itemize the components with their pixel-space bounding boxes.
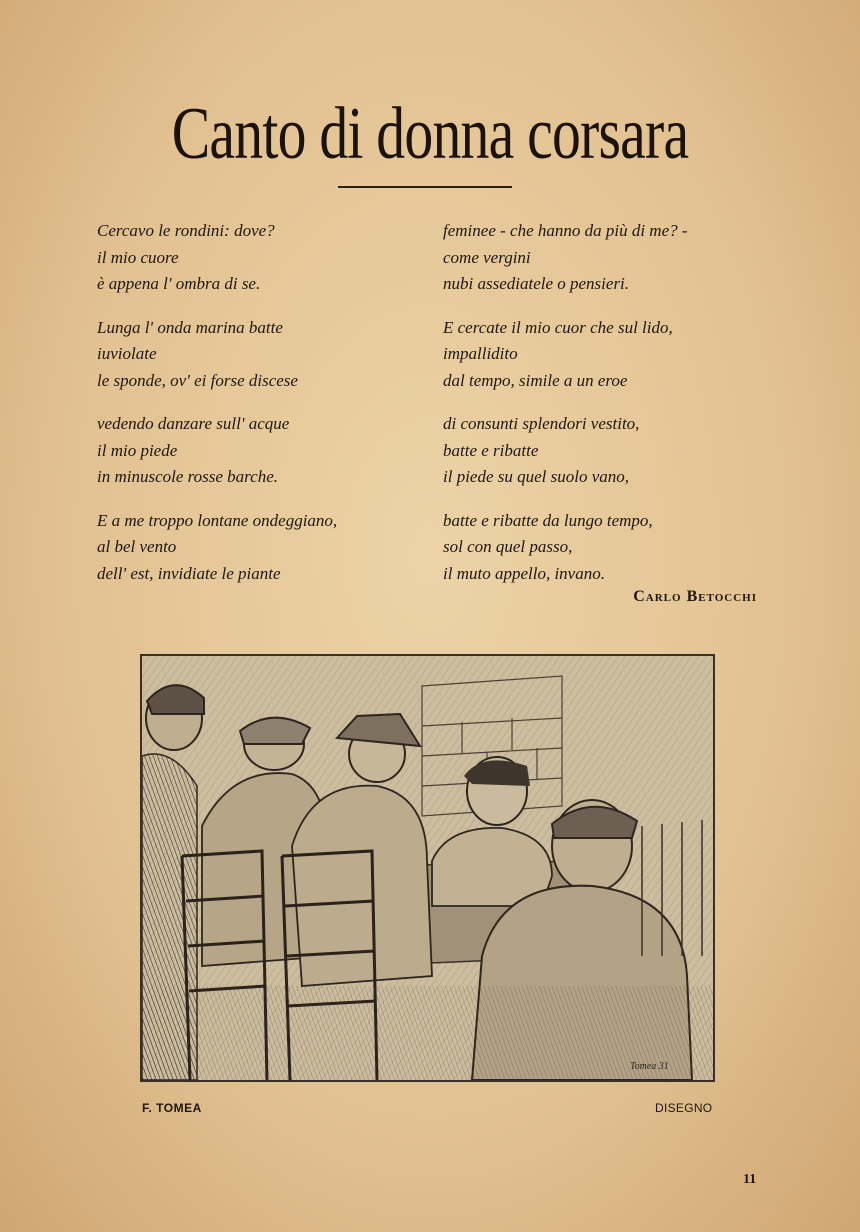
verse-line: batte e ribatte da lungo tempo, — [443, 510, 653, 530]
verse-line: in minuscole rosse barche. — [97, 467, 278, 486]
title-divider — [338, 186, 512, 188]
verse-line: al bel vento — [97, 537, 177, 556]
poem-right-column — [443, 218, 773, 604]
artist-caption: F. TOMEA — [142, 1101, 202, 1115]
illustration-drawing — [140, 654, 715, 1082]
verse-line: è appena l' ombra di se. — [97, 274, 261, 293]
verse-line: E cercate il mio cuor che sul lido, — [443, 317, 673, 337]
verse-line: come vergini — [443, 247, 531, 267]
verse-line: dell' est, invidiate le piante — [97, 563, 281, 583]
verse-line: nubi assediatele o pensieri. — [443, 274, 630, 293]
stanza — [97, 218, 437, 298]
medium-caption: DISEGNO — [655, 1101, 713, 1115]
author-name: Carlo Betocchi — [633, 588, 757, 605]
stanza — [443, 218, 773, 298]
verse-line: il mio piede — [97, 440, 178, 460]
verse-line: Lunga l' onda marina batte — [97, 317, 283, 337]
verse-line: batte e ribatte — [443, 440, 539, 460]
poem-left-column — [97, 218, 437, 604]
verse-line: il muto appello, invano. — [443, 563, 605, 583]
verse-line: il piede su quel suolo vano, — [443, 467, 630, 486]
verse-line: vedendo danzare sull' acque — [97, 414, 290, 433]
stanza — [97, 508, 437, 588]
verse-line: Cercavo le rondini: dove? — [97, 221, 275, 240]
verse-line: E a me troppo lontane ondeggiano, — [97, 510, 338, 530]
verse-line: feminee - che hanno da più di me? - — [443, 221, 688, 240]
page-number: 11 — [743, 1172, 757, 1187]
verse-line: iuviolate — [97, 344, 157, 363]
verse-line: sol con quel passo, — [443, 537, 573, 556]
stanza — [97, 411, 437, 491]
verse-line: impallidito — [443, 344, 518, 363]
verse-line: le sponde, ov' ei forse discese — [97, 370, 298, 390]
stanza — [443, 315, 773, 395]
stanza — [443, 411, 773, 491]
stanza — [97, 315, 437, 395]
verse-line: dal tempo, simile a un eroe — [443, 370, 628, 390]
tavern-sketch — [142, 656, 713, 1080]
verse-line: di consunti splendori vestito, — [443, 414, 640, 433]
verse-line: il mio cuore — [97, 247, 179, 267]
poem-title: Canto di donna corsara — [171, 93, 689, 175]
stanza — [443, 508, 773, 588]
artist-signature: Tomea 31 — [630, 1061, 669, 1072]
